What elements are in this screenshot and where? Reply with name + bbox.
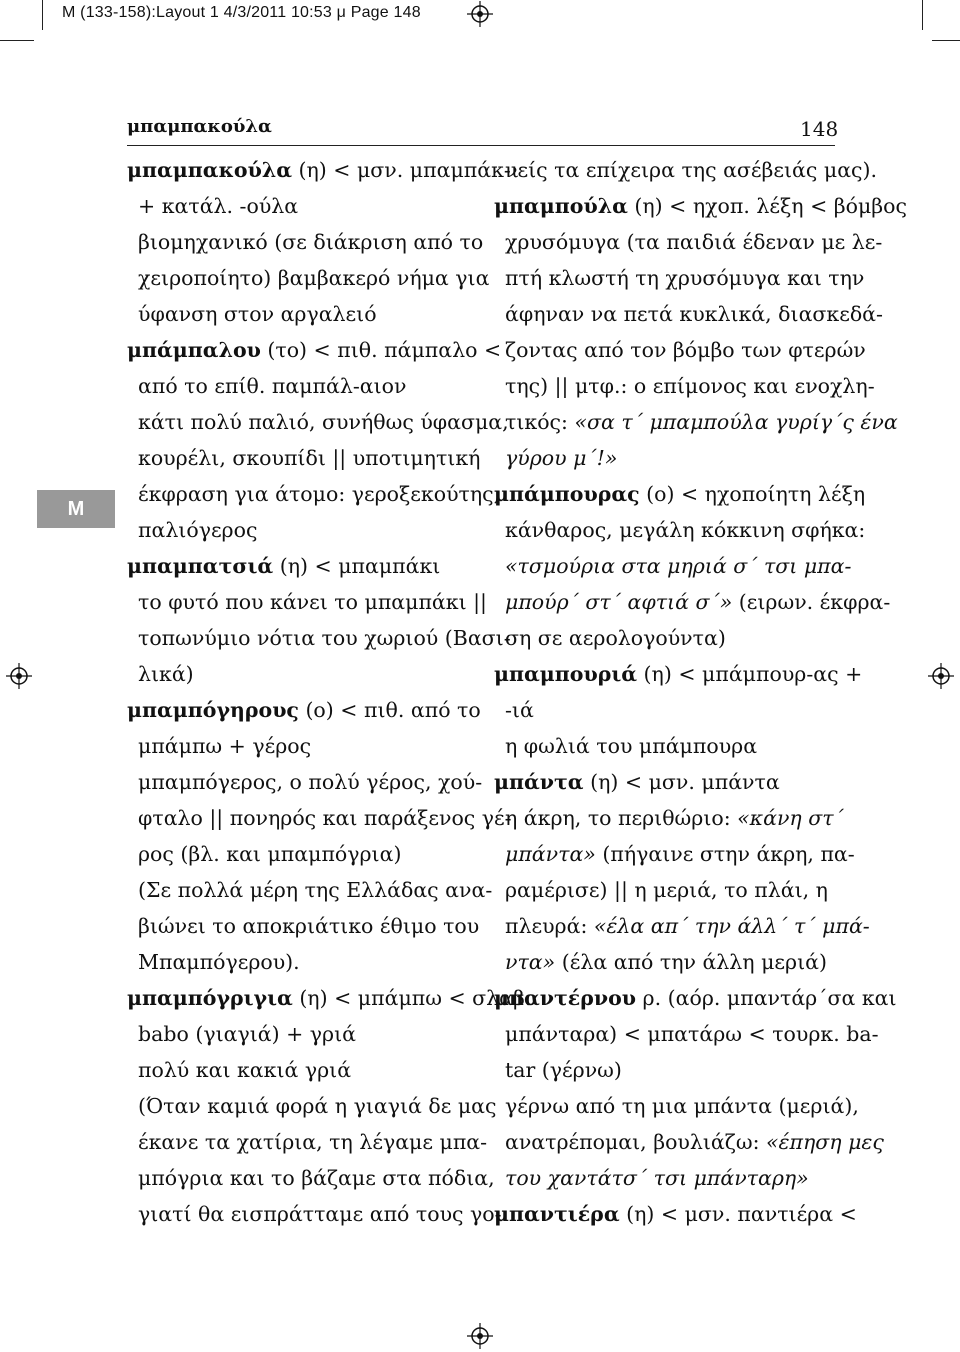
entry-text: λικά) [138, 662, 194, 686]
headword: μπαμπόγριγια [127, 986, 293, 1010]
entry-line [494, 584, 891, 620]
entry-line [127, 224, 484, 260]
entry-line [494, 620, 836, 656]
entry-line [494, 800, 844, 836]
entry-line [127, 728, 467, 764]
entry-text: ζοντας από τον βόμβο των φτερών [505, 338, 866, 362]
entry-text: (η) < ηχοπ. λέξη < βόμβος [627, 194, 907, 218]
thumb-tab: Μ [37, 490, 115, 528]
example-quote: μπούρ΄ στ΄ αφτιά σ΄» [505, 590, 733, 614]
entry-line [127, 764, 483, 800]
entry-line [494, 1088, 859, 1124]
entry-headline [127, 332, 502, 368]
entry-text: φταλο || πονηρός και παράξενος γέ- [138, 806, 512, 830]
entry-line [494, 1124, 884, 1160]
entry-line [127, 1160, 495, 1196]
print-slug: M (133-158):Layout 1 4/3/2011 10:53 μ Page 148 [62, 4, 421, 21]
headword: μπάντα [494, 770, 584, 794]
entry-line [494, 512, 866, 548]
entry-text: της) || μτφ.: ο επίμονος και ενοχλη- [505, 374, 875, 398]
entry-line [127, 440, 481, 476]
example-quote: «σα τ΄ μπαμπούλα γυρίγ΄ς ένα [574, 410, 898, 434]
entry-line [494, 368, 875, 404]
entry-text: πτή κλωστή τη χρυσόμυγα και την [505, 266, 865, 290]
entry-line [127, 1124, 488, 1160]
entry-line [494, 836, 855, 872]
entry-line [127, 1016, 467, 1052]
entry-line [127, 800, 512, 836]
entry-line [127, 836, 467, 872]
registration-mark-icon [928, 663, 954, 689]
entry-text: ρ. (αόρ. μπαντάρ΄σα και [636, 986, 897, 1010]
entry-line [127, 476, 501, 512]
example-quote: «έπηση μες [766, 1130, 884, 1154]
headword: μπαμπατσιά [127, 554, 274, 578]
entry-text: (ο) < ηχοποίητη λέξη [639, 482, 866, 506]
entry-headline [494, 1196, 857, 1232]
headword: μπαντέρνου [494, 986, 637, 1010]
entry-text: βιομηχανικό (σε διάκριση από το [138, 230, 484, 254]
entry-text: άφηναν να πετά κυκλικά, διασκεδά- [505, 302, 883, 326]
entry-text: (η) < μπάμπουρ-ας + [637, 662, 863, 686]
entry-text: κάτι πολύ παλιό, συνήθως ύφασμα, [138, 410, 509, 434]
headword: μπάμπαλου [127, 338, 261, 362]
entry-text: γιατί θα εισπράτταμε από τους γο- [138, 1202, 502, 1226]
entry-text: το φυτό που κάνει το μπαμπάκι || [138, 590, 487, 614]
entry-headline [127, 692, 481, 728]
entry-headline [494, 188, 907, 224]
crop-mark-top-right-h [932, 40, 960, 41]
entry-text: ρος (βλ. και μπαμπόγρια) [138, 842, 402, 866]
headword: μπαμπόγηρους [127, 698, 299, 722]
entry-line [494, 548, 852, 584]
entry-line [494, 296, 883, 332]
entry-line [494, 440, 836, 476]
right-column [494, 152, 907, 1232]
entry-line [127, 620, 511, 656]
header-rule [127, 145, 835, 146]
entry-text: ύφανση στον αργαλειό [138, 302, 377, 326]
entry-line [494, 224, 883, 260]
entry-text: μπαμπόγερος, ο πολύ γέρος, χού- [138, 770, 483, 794]
example-quote: ντα» [505, 950, 556, 974]
entry-headline [127, 152, 519, 188]
entry-text: (η) < μσν. μπάντα [583, 770, 780, 794]
entry-line [127, 188, 467, 224]
entry-headline [494, 656, 863, 692]
entry-text: έκανε τα χατίρια, τη λέγαμε μπα- [138, 1130, 488, 1154]
entry-line [127, 872, 493, 908]
entry-text: ραμέρισε) || η μεριά, το πλάι, η [505, 878, 828, 902]
entry-text: -ιά [505, 698, 534, 722]
entry-line [127, 908, 480, 944]
entry-line [494, 1016, 879, 1052]
entry-text: (ειρων. έκφρα- [732, 590, 891, 614]
example-quote: «τσμούρια στα μηριά σ΄ τσι μπα- [505, 554, 852, 578]
entry-text: (έλα από την άλλη μεριά) [555, 950, 827, 974]
entry-line [127, 296, 467, 332]
entry-line [127, 1052, 467, 1088]
entry-text: μπόγρια και το βάζαμε στα πόδια, [138, 1166, 495, 1190]
entry-line [494, 692, 836, 728]
entry-text: χειροποίητο) βαμβακερό νήμα για [138, 266, 490, 290]
entry-line [127, 584, 487, 620]
headword: μπάμπουρας [494, 482, 640, 506]
entry-text: (η) < μπάμπω < σλαβ. [292, 986, 532, 1010]
headword: μπαντιέρα [494, 1202, 620, 1226]
entry-headline [494, 980, 897, 1016]
entry-text: η άκρη, το περιθώριο: [505, 806, 738, 830]
entry-text: τικός: [505, 410, 575, 434]
entry-line [494, 944, 836, 980]
entry-text: νείς τα επίχειρα της ασέβειάς μας). [505, 158, 878, 182]
entry-text: μπάμπω + γέρος [138, 734, 312, 758]
entry-line [494, 1052, 836, 1088]
entry-text: (Σε πολλά μέρη της Ελλάδας ανα- [138, 878, 493, 902]
entry-line [127, 404, 509, 440]
entry-text: (η) < μσν. μπαμπάκ-ι [291, 158, 519, 182]
crop-mark-top-left-h [0, 40, 34, 41]
entry-line [494, 908, 870, 944]
entry-text: χρυσόμυγα (τα παιδιά έδεναν με λε- [505, 230, 883, 254]
entry-line [494, 728, 836, 764]
entry-text: έκφραση για άτομο: γεροξεκούτης, [138, 482, 501, 506]
example-quote: γύρου μ΄!» [505, 446, 618, 470]
entry-text: ανατρέπομαι, βουλιάζω: [505, 1130, 766, 1154]
entry-line [127, 1088, 497, 1124]
headword: μπαμπούλα [494, 194, 628, 218]
entry-line [127, 656, 467, 692]
entry-text: (το) < πιθ. πάμπαλο < [260, 338, 502, 362]
entry-text: πλευρά: [505, 914, 594, 938]
entry-text: tar (γέρνω) [505, 1058, 622, 1082]
example-quote: «έλα απ΄ την άλλ΄ τ΄ μπά- [593, 914, 870, 938]
entry-headline [127, 980, 532, 1016]
entry-text: (η) < μσν. παντιέρα < [619, 1202, 857, 1226]
registration-mark-icon [467, 1323, 493, 1349]
registration-mark-icon [467, 1, 493, 27]
entry-line [494, 152, 878, 188]
entry-line [494, 1160, 836, 1196]
example-quote: του χαντάτσ΄ τσι μπάνταρη» [505, 1166, 809, 1190]
entry-text: μπάνταρα) < μπατάρω < τουρκ. ba- [505, 1022, 879, 1046]
entry-text: babo (γιαγιά) + γριά [138, 1022, 356, 1046]
crop-mark-top-right-v [922, 0, 923, 30]
entry-line [127, 512, 467, 548]
entry-text: βιώνει το αποκριάτικο έθιμο του [138, 914, 480, 938]
example-quote: «κάνη στ΄ [737, 806, 844, 830]
entry-line [494, 332, 866, 368]
entry-text: η φωλιά του μπάμπουρα [505, 734, 758, 758]
entry-line [494, 872, 836, 908]
entry-line [494, 260, 865, 296]
entry-text: κουρέλι, σκουπίδι || υποτιμητική [138, 446, 481, 470]
entry-headline [494, 764, 836, 800]
entry-line [127, 260, 490, 296]
entry-text: (ο) < πιθ. από το [298, 698, 481, 722]
entry-text: + κατάλ. -ούλα [138, 194, 299, 218]
entry-text: κάνθαρος, μεγάλη κόκκινη σφήκα: [505, 518, 866, 542]
entry-headline [494, 476, 866, 512]
entry-line [494, 404, 898, 440]
example-quote: μπάντα» [505, 842, 596, 866]
entry-text: (η) < μπαμπάκι [273, 554, 441, 578]
entry-text: (Όταν καμιά φορά η γιαγιά δε μας [138, 1094, 497, 1118]
entry-line [127, 944, 467, 980]
entry-line [127, 368, 467, 404]
entry-text: πολύ και κακιά γριά [138, 1058, 352, 1082]
entry-text: παλιόγερος [138, 518, 258, 542]
entry-text: τοπωνύμιο νότια του χωριού (Βασι- [138, 626, 511, 650]
entry-text: (πήγαινε στην άκρη, πα- [595, 842, 855, 866]
headword: μπαμπακούλα [127, 158, 292, 182]
crop-mark-top-left-v [42, 0, 43, 30]
page-number: 148 [800, 117, 839, 141]
entry-line [127, 1196, 502, 1232]
running-head: μπαμπακούλα [127, 116, 272, 137]
registration-mark-icon [6, 663, 32, 689]
entry-headline [127, 548, 467, 584]
entry-text: Μπαμπόγερου). [138, 950, 300, 974]
entry-text: ση σε αερολογούντα) [505, 626, 726, 650]
headword: μπαμπουριά [494, 662, 638, 686]
entry-text: γέρνω από τη μια μπάντα (μεριά), [505, 1094, 859, 1118]
entry-text: από το επίθ. παμπάλ-αιον [138, 374, 407, 398]
